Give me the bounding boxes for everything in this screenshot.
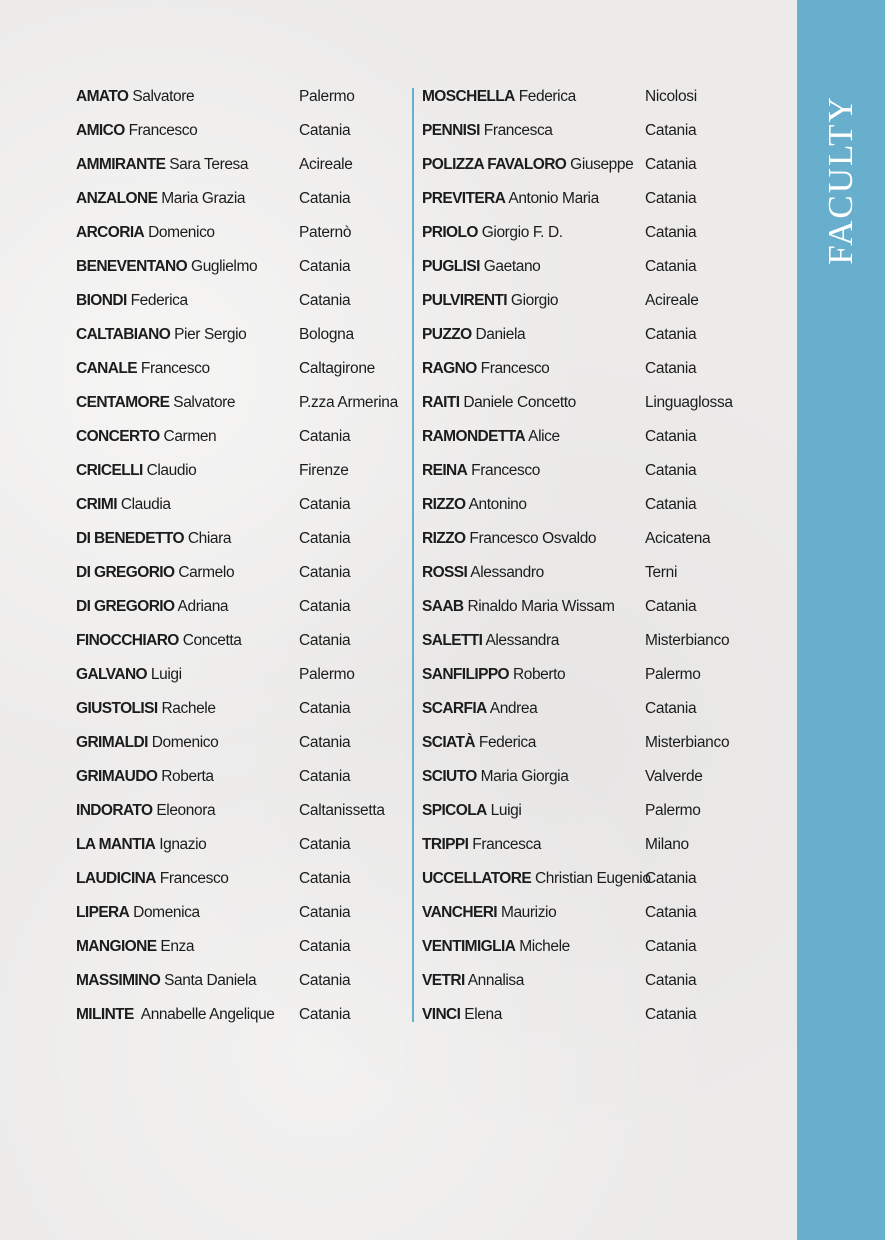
faculty-city: Milano (645, 836, 689, 853)
faculty-name (76, 794, 215, 828)
faculty-city: Catania (299, 530, 351, 547)
faculty-city: Catania (645, 326, 697, 343)
faculty-name (422, 114, 553, 148)
faculty-given-name: Annalisa (467, 972, 524, 989)
faculty-surname: VETRI (422, 972, 465, 989)
faculty-given-name: Alessandro (470, 564, 544, 581)
faculty-city: Catania (299, 836, 351, 853)
faculty-surname: SAAB (422, 598, 464, 615)
section-title: FACULTY (821, 95, 860, 265)
faculty-given-name: Michele (519, 938, 570, 955)
faculty-surname: ROSSI (422, 564, 468, 581)
faculty-city: Catania (645, 938, 697, 955)
faculty-city: Palermo (645, 802, 701, 819)
faculty-name (76, 454, 196, 488)
faculty-surname: BIONDI (76, 292, 127, 309)
faculty-given-name: Ignazio (159, 836, 207, 853)
faculty-surname: DI BENEDETTO (76, 530, 184, 547)
faculty-given-name: Roberta (161, 768, 214, 785)
faculty-name (422, 216, 563, 250)
faculty-given-name: Enza (160, 938, 195, 955)
faculty-city: P.zza Armerina (299, 394, 398, 411)
faculty-name (422, 318, 525, 352)
faculty-name (76, 80, 194, 114)
faculty-given-name: Alice (528, 428, 560, 445)
faculty-name (76, 624, 242, 658)
faculty-given-name: Luigi (490, 802, 522, 819)
faculty-surname: GRIMALDI (76, 734, 148, 751)
faculty-name (422, 726, 536, 760)
faculty-city: Caltanissetta (299, 802, 385, 819)
faculty-name (76, 828, 206, 862)
faculty-surname: MOSCHELLA (422, 88, 515, 105)
faculty-given-name: Annabelle Angelique (137, 1006, 275, 1023)
faculty-given-name: Francesca (483, 122, 553, 139)
faculty-city: Catania (645, 972, 697, 989)
faculty-name (422, 148, 633, 182)
faculty-given-name: Giuseppe (570, 156, 634, 173)
faculty-city: Catania (299, 904, 351, 921)
faculty-given-name: Claudia (120, 496, 171, 513)
faculty-surname: CENTAMORE (76, 394, 170, 411)
faculty-surname: PENNISI (422, 122, 480, 139)
faculty-surname: UCCELLATORE (422, 870, 532, 887)
faculty-city: Catania (299, 292, 351, 309)
faculty-city: Catania (645, 224, 697, 241)
faculty-name (76, 318, 246, 352)
faculty-city: Catania (645, 122, 697, 139)
faculty-name (76, 114, 197, 148)
faculty-surname: PUZZO (422, 326, 472, 343)
faculty-surname: RAGNO (422, 360, 477, 377)
faculty-name (422, 80, 576, 114)
faculty-name (422, 420, 560, 454)
faculty-surname: SCIUTO (422, 768, 477, 785)
faculty-name (422, 352, 549, 386)
faculty-surname: TRIPPI (422, 836, 469, 853)
faculty-surname: RAITI (422, 394, 460, 411)
faculty-name (76, 590, 228, 624)
faculty-name (76, 556, 234, 590)
faculty-city: Acicatena (645, 530, 711, 547)
faculty-city: Terni (645, 564, 678, 581)
faculty-name (422, 556, 544, 590)
faculty-city: Firenze (299, 462, 349, 479)
faculty-surname: SPICOLA (422, 802, 487, 819)
faculty-surname: GALVANO (76, 666, 147, 683)
faculty-name (422, 998, 502, 1032)
faculty-given-name: Francesco (480, 360, 550, 377)
faculty-name (76, 250, 257, 284)
faculty-city: Catania (645, 700, 697, 717)
faculty-name (76, 386, 235, 420)
faculty-surname: RAMONDETTA (422, 428, 526, 445)
faculty-surname: CANALE (76, 360, 137, 377)
faculty-city: Catania (299, 1006, 351, 1023)
faculty-surname: CONCERTO (76, 428, 160, 445)
faculty-city: Catania (299, 938, 351, 955)
faculty-city: Catania (299, 632, 351, 649)
faculty-given-name: Federica (518, 88, 576, 105)
faculty-given-name: Maria Grazia (161, 190, 246, 207)
faculty-surname: RIZZO (422, 530, 466, 547)
faculty-given-name: Francesco (140, 360, 210, 377)
faculty-given-name: Antonino (468, 496, 527, 513)
faculty-given-name: Antonio Maria (508, 190, 599, 207)
faculty-name (76, 862, 229, 896)
faculty-city: Catania (645, 156, 697, 173)
faculty-given-name: Carmelo (178, 564, 235, 581)
faculty-surname: POLIZZA FAVALORO (422, 156, 567, 173)
faculty-name (422, 454, 540, 488)
faculty-name (422, 624, 559, 658)
faculty-given-name: Chiara (187, 530, 232, 547)
faculty-city: Catania (645, 496, 697, 513)
faculty-city: Catania (645, 904, 697, 921)
faculty-name (76, 930, 194, 964)
faculty-city: Catania (299, 768, 351, 785)
faculty-surname: BENEVENTANO (76, 258, 188, 275)
faculty-surname: CALTABIANO (76, 326, 171, 343)
faculty-given-name: Maurizio (500, 904, 557, 921)
faculty-city: Catania (645, 190, 697, 207)
faculty-city: Nicolosi (645, 88, 697, 105)
faculty-city: Acireale (299, 156, 353, 173)
faculty-city: Catania (299, 428, 351, 445)
faculty-city: Acireale (645, 292, 699, 309)
faculty-city: Misterbianco (645, 632, 730, 649)
faculty-name (76, 352, 210, 386)
faculty-surname: INDORATO (76, 802, 153, 819)
faculty-given-name: Domenica (133, 904, 200, 921)
faculty-name (422, 488, 527, 522)
faculty-name (422, 896, 556, 930)
faculty-surname: MASSIMINO (76, 972, 161, 989)
faculty-given-name: Daniele Concetto (463, 394, 576, 411)
faculty-given-name: Maria Giorgia (480, 768, 569, 785)
faculty-city: Catania (299, 734, 351, 751)
faculty-surname: MANGIONE (76, 938, 157, 955)
faculty-given-name: Francesco (128, 122, 198, 139)
faculty-name (76, 760, 214, 794)
faculty-surname: SCIATÀ (422, 734, 475, 751)
faculty-given-name: Elena (464, 1006, 502, 1023)
faculty-name (422, 658, 565, 692)
faculty-city: Catania (299, 258, 351, 275)
faculty-city: Catania (299, 870, 351, 887)
faculty-given-name: Concetta (182, 632, 242, 649)
faculty-surname: CRIMI (76, 496, 117, 513)
faculty-name (76, 420, 216, 454)
faculty-given-name: Salvatore (132, 88, 195, 105)
faculty-surname: LA MANTIA (76, 836, 156, 853)
faculty-given-name: Gaetano (483, 258, 541, 275)
faculty-surname: SANFILIPPO (422, 666, 510, 683)
faculty-surname: AMATO (76, 88, 129, 105)
faculty-name (422, 590, 615, 624)
faculty-given-name: Federica (478, 734, 536, 751)
faculty-name (76, 488, 171, 522)
faculty-name (76, 964, 256, 998)
faculty-given-name: Francesco (471, 462, 540, 479)
faculty-name (76, 216, 215, 250)
faculty-city: Palermo (299, 88, 355, 105)
faculty-name (76, 726, 218, 760)
faculty-city: Catania (645, 598, 697, 615)
faculty-surname: DI GREGORIO (76, 564, 175, 581)
faculty-surname: SALETTI (422, 632, 483, 649)
faculty-city: Caltagirone (299, 360, 375, 377)
faculty-given-name: Giorgio F. D. (481, 224, 563, 241)
faculty-name (422, 930, 570, 964)
faculty-name (422, 964, 524, 998)
faculty-name (422, 182, 599, 216)
faculty-surname: LIPERA (76, 904, 130, 921)
faculty-city: Catania (299, 496, 351, 513)
faculty-name (76, 998, 275, 1032)
faculty-city: Catania (645, 360, 697, 377)
faculty-surname: FINOCCHIARO (76, 632, 179, 649)
faculty-given-name: Domenico (151, 734, 219, 751)
faculty-surname: AMMIRANTE (76, 156, 166, 173)
faculty-name (422, 522, 596, 556)
faculty-city: Valverde (645, 768, 703, 785)
faculty-given-name: Francesco Osvaldo (469, 530, 597, 547)
faculty-surname: REINA (422, 462, 468, 479)
faculty-given-name: Alessandra (485, 632, 559, 649)
faculty-city: Paternò (299, 224, 352, 241)
faculty-surname: SCARFIA (422, 700, 487, 717)
faculty-city: Catania (299, 190, 351, 207)
faculty-given-name: Eleonora (156, 802, 216, 819)
faculty-name (76, 692, 216, 726)
faculty-given-name: Francesco (159, 870, 229, 887)
faculty-surname: LAUDICINA (76, 870, 156, 887)
faculty-surname: PULVIRENTI (422, 292, 507, 309)
faculty-surname: PUGLISI (422, 258, 480, 275)
faculty-name (422, 386, 576, 420)
faculty-given-name: Rinaldo Maria Wissam (467, 598, 615, 615)
faculty-surname: AMICO (76, 122, 125, 139)
faculty-surname: VANCHERI (422, 904, 498, 921)
faculty-surname: DI GREGORIO (76, 598, 175, 615)
faculty-name (422, 862, 651, 896)
faculty-surname: RIZZO (422, 496, 466, 513)
faculty-given-name: Christian Eugenio (535, 870, 651, 887)
faculty-name (76, 182, 245, 216)
faculty-city: Catania (645, 428, 697, 445)
faculty-given-name: Salvatore (173, 394, 236, 411)
faculty-given-name: Claudio (146, 462, 197, 479)
faculty-given-name: Adriana (177, 598, 229, 615)
faculty-surname: ANZALONE (76, 190, 158, 207)
faculty-given-name: Santa Daniela (164, 972, 257, 989)
faculty-surname: VENTIMIGLIA (422, 938, 516, 955)
faculty-city: Catania (645, 1006, 697, 1023)
faculty-given-name: Luigi (150, 666, 182, 683)
faculty-given-name: Sara Teresa (169, 156, 249, 173)
faculty-city: Catania (299, 122, 351, 139)
faculty-city: Misterbianco (645, 734, 730, 751)
faculty-city: Catania (645, 462, 697, 479)
faculty-given-name: Roberto (512, 666, 566, 683)
faculty-city: Palermo (299, 666, 355, 683)
faculty-given-name: Pier Sergio (174, 326, 247, 343)
faculty-city: Palermo (645, 666, 701, 683)
faculty-given-name: Giorgio (510, 292, 559, 309)
faculty-given-name: Francesca (472, 836, 542, 853)
faculty-city: Bologna (299, 326, 354, 343)
faculty-name (76, 148, 248, 182)
faculty-surname: CRICELLI (76, 462, 143, 479)
faculty-city: Catania (299, 564, 351, 581)
faculty-name (422, 284, 558, 318)
faculty-surname: PREVITERA (422, 190, 506, 207)
faculty-given-name: Andrea (489, 700, 538, 717)
faculty-name (76, 522, 231, 556)
faculty-surname: PRIOLO (422, 224, 478, 241)
faculty-surname: GRIMAUDO (76, 768, 158, 785)
faculty-surname: ARCORIA (76, 224, 145, 241)
faculty-name (76, 896, 200, 930)
faculty-name (422, 828, 541, 862)
column-divider (412, 88, 414, 1022)
faculty-surname: VINCI (422, 1006, 461, 1023)
faculty-name (422, 692, 537, 726)
faculty-name (422, 760, 568, 794)
faculty-given-name: Guglielmo (191, 258, 258, 275)
faculty-given-name: Domenico (148, 224, 215, 241)
faculty-city: Catania (299, 700, 351, 717)
faculty-city: Catania (299, 598, 351, 615)
faculty-given-name: Carmen (163, 428, 217, 445)
faculty-surname: GIUSTOLISI (76, 700, 158, 717)
faculty-given-name: Daniela (475, 326, 526, 343)
faculty-surname: MILINTE (76, 1006, 134, 1023)
faculty-city: Catania (645, 258, 697, 275)
faculty-city: Catania (299, 972, 351, 989)
faculty-city: Linguaglossa (645, 394, 733, 411)
faculty-name (76, 658, 182, 692)
faculty-name (422, 794, 521, 828)
faculty-given-name: Rachele (161, 700, 216, 717)
faculty-name (76, 284, 188, 318)
faculty-name (422, 250, 540, 284)
faculty-given-name: Federica (130, 292, 188, 309)
faculty-city: Catania (645, 870, 697, 887)
